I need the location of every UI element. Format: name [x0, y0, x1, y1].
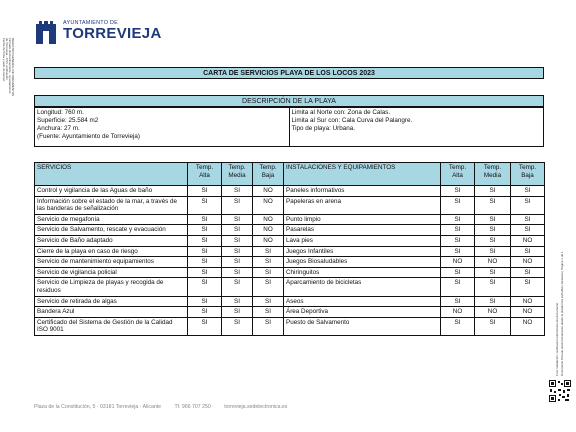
- availability-cell: NO: [475, 307, 511, 318]
- stamp-line: Firmado electrónicamente - Ayuntamiento: [8, 38, 12, 94]
- installation-name: Papeleras en arena: [284, 196, 441, 214]
- availability-cell: SI: [511, 214, 545, 225]
- availability-cell: NO: [253, 235, 284, 246]
- availability-cell: SI: [511, 225, 545, 236]
- availability-cell: SI: [475, 267, 511, 278]
- availability-cell: SI: [475, 296, 511, 307]
- validation-line: Cód. Validación: verificación electrónica del documento: [555, 302, 559, 376]
- availability-cell: SI: [222, 225, 253, 236]
- service-name: Cierre de la playa en caso de riesgo: [35, 246, 188, 257]
- description-left: [35, 108, 289, 146]
- availability-cell: SI: [441, 214, 475, 225]
- availability-cell: SI: [188, 246, 222, 257]
- description-line: Anchura: 27 m.: [37, 125, 80, 132]
- availability-cell: SI: [222, 278, 253, 296]
- installation-name: Puesto de Salvamento: [284, 317, 441, 335]
- description-line: Limita al Sur con: Cala Curva del Palangre.: [291, 117, 413, 124]
- city-logo: [34, 18, 162, 44]
- availability-cell: SI: [188, 214, 222, 225]
- availability-cell: SI: [511, 196, 545, 214]
- availability-cell: SI: [253, 317, 284, 335]
- availability-cell: NO: [511, 257, 545, 268]
- org-name: TORREVIEJA: [63, 25, 162, 43]
- table-row: [35, 317, 545, 335]
- availability-cell: SI: [475, 317, 511, 335]
- header-services: SERVICIOS: [35, 163, 188, 186]
- page-footer: [34, 404, 299, 410]
- service-name: Servicio de retirada de algas: [35, 296, 188, 307]
- description-heading: DESCRIPCIÓN DE LA PLAYA: [34, 95, 544, 107]
- availability-cell: SI: [441, 196, 475, 214]
- availability-cell: SI: [222, 296, 253, 307]
- availability-cell: NO: [475, 257, 511, 268]
- availability-cell: SI: [188, 278, 222, 296]
- table-row: [35, 225, 545, 236]
- availability-cell: NO: [441, 307, 475, 318]
- availability-cell: SI: [511, 246, 545, 257]
- availability-cell: NO: [511, 307, 545, 318]
- availability-cell: SI: [222, 186, 253, 197]
- service-name: Servicio de mantenimiento equipamientos: [35, 257, 188, 268]
- availability-cell: SI: [475, 225, 511, 236]
- availability-cell: SI: [441, 317, 475, 335]
- description-line: (Fuente: Ayuntamiento de Torrevieja): [37, 133, 141, 140]
- service-name: Servicio de vigilancia policial: [35, 267, 188, 278]
- service-name: Servicio de megafonía: [35, 214, 188, 225]
- availability-cell: SI: [511, 267, 545, 278]
- table-header-row: [35, 163, 545, 186]
- availability-cell: NO: [511, 235, 545, 246]
- availability-cell: SI: [188, 186, 222, 197]
- service-name: Información sobre el estado de la mar, a través de las banderas de señalización: [35, 196, 188, 214]
- validation-line: Documento firmado electrónicamente desde la plataforma esPublico Gestiona | Página 1 de 1: [560, 251, 564, 376]
- table-row: [35, 257, 545, 268]
- availability-cell: SI: [511, 278, 545, 296]
- availability-cell: SI: [222, 196, 253, 214]
- header-temp-baja-2: Temp. Baja: [511, 163, 545, 186]
- installation-name: Lava pies: [284, 235, 441, 246]
- availability-cell: SI: [222, 307, 253, 318]
- footer-phone: Tf. 966 707 250: [174, 404, 211, 410]
- availability-cell: SI: [441, 235, 475, 246]
- availability-cell: SI: [441, 186, 475, 197]
- availability-cell: SI: [475, 196, 511, 214]
- installation-name: Paneles informativos: [284, 186, 441, 197]
- description-line: Limita al Norte con: Zona de Calas.: [291, 109, 391, 116]
- availability-cell: SI: [222, 235, 253, 246]
- availability-cell: SI: [222, 214, 253, 225]
- availability-cell: SI: [253, 246, 284, 257]
- availability-cell: SI: [441, 225, 475, 236]
- availability-cell: SI: [253, 267, 284, 278]
- header-temp-alta-2: Temp. Alta: [441, 163, 475, 186]
- installation-name: Juegos Biosaludables: [284, 257, 441, 268]
- description-line: Tipo de playa: Urbana.: [291, 125, 355, 132]
- availability-cell: SI: [188, 307, 222, 318]
- availability-cell: SI: [475, 278, 511, 296]
- availability-cell: SI: [188, 267, 222, 278]
- table-row: [35, 214, 545, 225]
- stamp-line: REGISTRO GENERAL DE DOCUMENTOS: [11, 38, 15, 97]
- registry-stamp: [3, 38, 15, 108]
- service-name: Certificado del Sistema de Gestión de la Calidad ISO 9001: [35, 317, 188, 335]
- availability-cell: SI: [188, 257, 222, 268]
- availability-cell: SI: [188, 235, 222, 246]
- service-name: Servicio de Baño adaptado: [35, 235, 188, 246]
- service-name: Servicio de Salvamento, rescate y evacuación: [35, 225, 188, 236]
- availability-cell: SI: [222, 257, 253, 268]
- installation-name: Aseos: [284, 296, 441, 307]
- installation-name: Aparcamiento de bicicletas: [284, 278, 441, 296]
- services-table: [34, 162, 545, 336]
- availability-cell: SI: [222, 317, 253, 335]
- installation-name: Pasarelas: [284, 225, 441, 236]
- availability-cell: SI: [188, 317, 222, 335]
- table-row: [35, 196, 545, 214]
- availability-cell: SI: [222, 267, 253, 278]
- availability-cell: SI: [253, 278, 284, 296]
- availability-cell: SI: [441, 296, 475, 307]
- availability-cell: SI: [475, 186, 511, 197]
- availability-cell: NO: [441, 257, 475, 268]
- table-row: [35, 307, 545, 318]
- header-temp-media: Temp. Media: [222, 163, 253, 186]
- service-name: Control y vigilancia de las Aguas de baño: [35, 186, 188, 197]
- validation-text: [553, 251, 567, 378]
- table-body: [35, 186, 545, 336]
- description-right: [289, 108, 544, 146]
- service-name: Bandera Azul: [35, 307, 188, 318]
- table-row: [35, 296, 545, 307]
- org-label: AYUNTAMIENTO DE: [63, 19, 118, 26]
- qr-code-icon: [549, 380, 571, 402]
- stamp-line: de Torrevieja - CSV verificación: [5, 38, 9, 80]
- availability-cell: NO: [253, 186, 284, 197]
- availability-cell: SI: [253, 257, 284, 268]
- availability-cell: NO: [253, 225, 284, 236]
- availability-cell: SI: [441, 267, 475, 278]
- table-row: [35, 278, 545, 296]
- availability-cell: SI: [253, 296, 284, 307]
- table-row: [35, 235, 545, 246]
- availability-cell: SI: [188, 296, 222, 307]
- header-temp-media-2: Temp. Media: [475, 163, 511, 186]
- installation-name: Área Deportiva: [284, 307, 441, 318]
- availability-cell: SI: [222, 246, 253, 257]
- availability-cell: SI: [475, 246, 511, 257]
- installation-name: Punto limpio: [284, 214, 441, 225]
- availability-cell: SI: [511, 186, 545, 197]
- availability-cell: NO: [511, 317, 545, 335]
- table-row: [35, 267, 545, 278]
- footer-website: torrevieja.sedelectronica.es: [224, 404, 288, 410]
- installation-name: Chiringuitos: [284, 267, 441, 278]
- footer-address: Plaza de la Constitución, 5 · 03181 Torrevieja · Alicante: [34, 404, 162, 410]
- description-line: Superficie: 25.584 m2: [37, 117, 99, 124]
- description-body: [34, 107, 544, 147]
- availability-cell: SI: [188, 225, 222, 236]
- availability-cell: SI: [441, 246, 475, 257]
- availability-cell: NO: [253, 214, 284, 225]
- table-row: [35, 186, 545, 197]
- installation-name: Juegos Infantiles: [284, 246, 441, 257]
- availability-cell: SI: [475, 214, 511, 225]
- document-title: CARTA DE SERVICIOS PLAYA DE LOS LOCOS 2023: [34, 67, 544, 79]
- service-name: Servicio de Limpieza de playas y recogida de residuos: [35, 278, 188, 296]
- availability-cell: SI: [475, 235, 511, 246]
- header-installations: INSTALACIONES Y EQUIPAMIENTOS: [284, 163, 441, 186]
- availability-cell: NO: [511, 296, 545, 307]
- header-temp-baja: Temp. Baja: [253, 163, 284, 186]
- availability-cell: NO: [253, 196, 284, 214]
- availability-cell: SI: [441, 278, 475, 296]
- tower-logo-icon: [34, 18, 58, 44]
- availability-cell: SI: [188, 196, 222, 214]
- header-temp-alta: Temp. Alta: [188, 163, 222, 186]
- stamp-line: Fecha de firma y sello de tiempo: [2, 38, 6, 82]
- description-line: Longitud: 760 m.: [37, 109, 84, 116]
- availability-cell: SI: [253, 307, 284, 318]
- table-row: [35, 246, 545, 257]
